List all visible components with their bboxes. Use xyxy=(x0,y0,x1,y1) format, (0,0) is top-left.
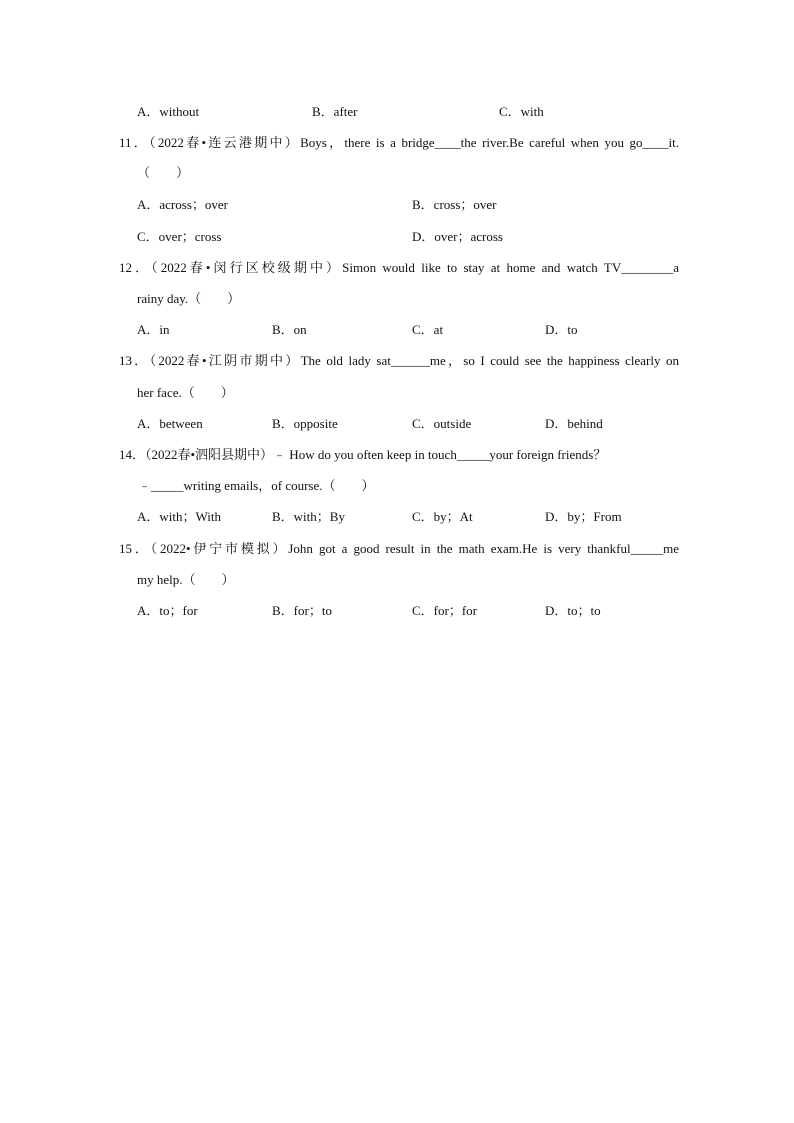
q12-option-d[interactable]: D．to xyxy=(545,322,578,337)
q13-option-a[interactable]: A．between xyxy=(137,416,203,431)
q10-options xyxy=(137,103,697,121)
q13-option-b[interactable]: B．opposite xyxy=(272,416,338,431)
q11-option-d[interactable]: D．over；across xyxy=(412,229,503,244)
q10-option-a[interactable]: A．without xyxy=(137,104,200,119)
q14-option-c[interactable]: C．by；At xyxy=(412,509,473,524)
q10-option-b[interactable]: B．after xyxy=(312,104,358,119)
q10-option-c[interactable]: C．with xyxy=(499,104,544,119)
q12-stem: 12．（2022春•闵行区校级期中）Simon would like to stay at home and watch TV________a xyxy=(119,260,679,275)
q14-option-a[interactable]: A．with；With xyxy=(137,509,221,524)
q13-options xyxy=(137,415,697,433)
q11-options-row2 xyxy=(137,228,697,246)
q12-options xyxy=(137,321,697,339)
q11-option-c[interactable]: C．over；cross xyxy=(137,229,222,244)
q13-stem: 13．（2022春•江阴市期中）The old lady sat______me，so I could see the happiness clearly on xyxy=(119,353,679,368)
q15-option-a[interactable]: A．to；for xyxy=(137,603,198,618)
q13-option-c[interactable]: C．outside xyxy=(412,416,472,431)
q14-stem-cont: ﹣_____writing emails，of course.（ ） xyxy=(138,478,375,493)
q15-option-c[interactable]: C．for；for xyxy=(412,603,477,618)
q12-stem-cont: rainy day.（ ） xyxy=(137,291,241,306)
q11-option-a[interactable]: A．across；over xyxy=(137,197,228,212)
q14-option-b[interactable]: B．with；By xyxy=(272,509,345,524)
q12-option-c[interactable]: C．at xyxy=(412,322,444,337)
q11-options-row1 xyxy=(137,196,697,214)
q15-options xyxy=(137,602,697,620)
q14-stem: 14．（2022春•泗阳县期中）﹣ How do you often keep in touch_____your foreign friends？ xyxy=(119,447,607,462)
q12-option-a[interactable]: A．in xyxy=(137,322,170,337)
q15-option-b[interactable]: B．for；to xyxy=(272,603,332,618)
q15-stem-cont: my help.（ ） xyxy=(137,572,235,587)
q15-option-d[interactable]: D．to；to xyxy=(545,603,601,618)
q14-options xyxy=(137,508,697,526)
q13-stem-cont: her face.（ ） xyxy=(137,385,234,400)
q12-option-b[interactable]: B．on xyxy=(272,322,307,337)
q14-option-d[interactable]: D．by；From xyxy=(545,509,622,524)
q13-option-d[interactable]: D．behind xyxy=(545,416,603,431)
q11-option-b[interactable]: B．cross；over xyxy=(412,197,497,212)
q11-answer-bracket: （ ） xyxy=(137,165,190,180)
q11-stem: 11．（2022春•连云港期中）Boys，there is a bridge____the river.Be careful when you go____it. xyxy=(119,135,679,150)
q15-stem: 15．（2022•伊宁市模拟）John got a good result in the math exam.He is very thankful_____me xyxy=(119,541,679,556)
